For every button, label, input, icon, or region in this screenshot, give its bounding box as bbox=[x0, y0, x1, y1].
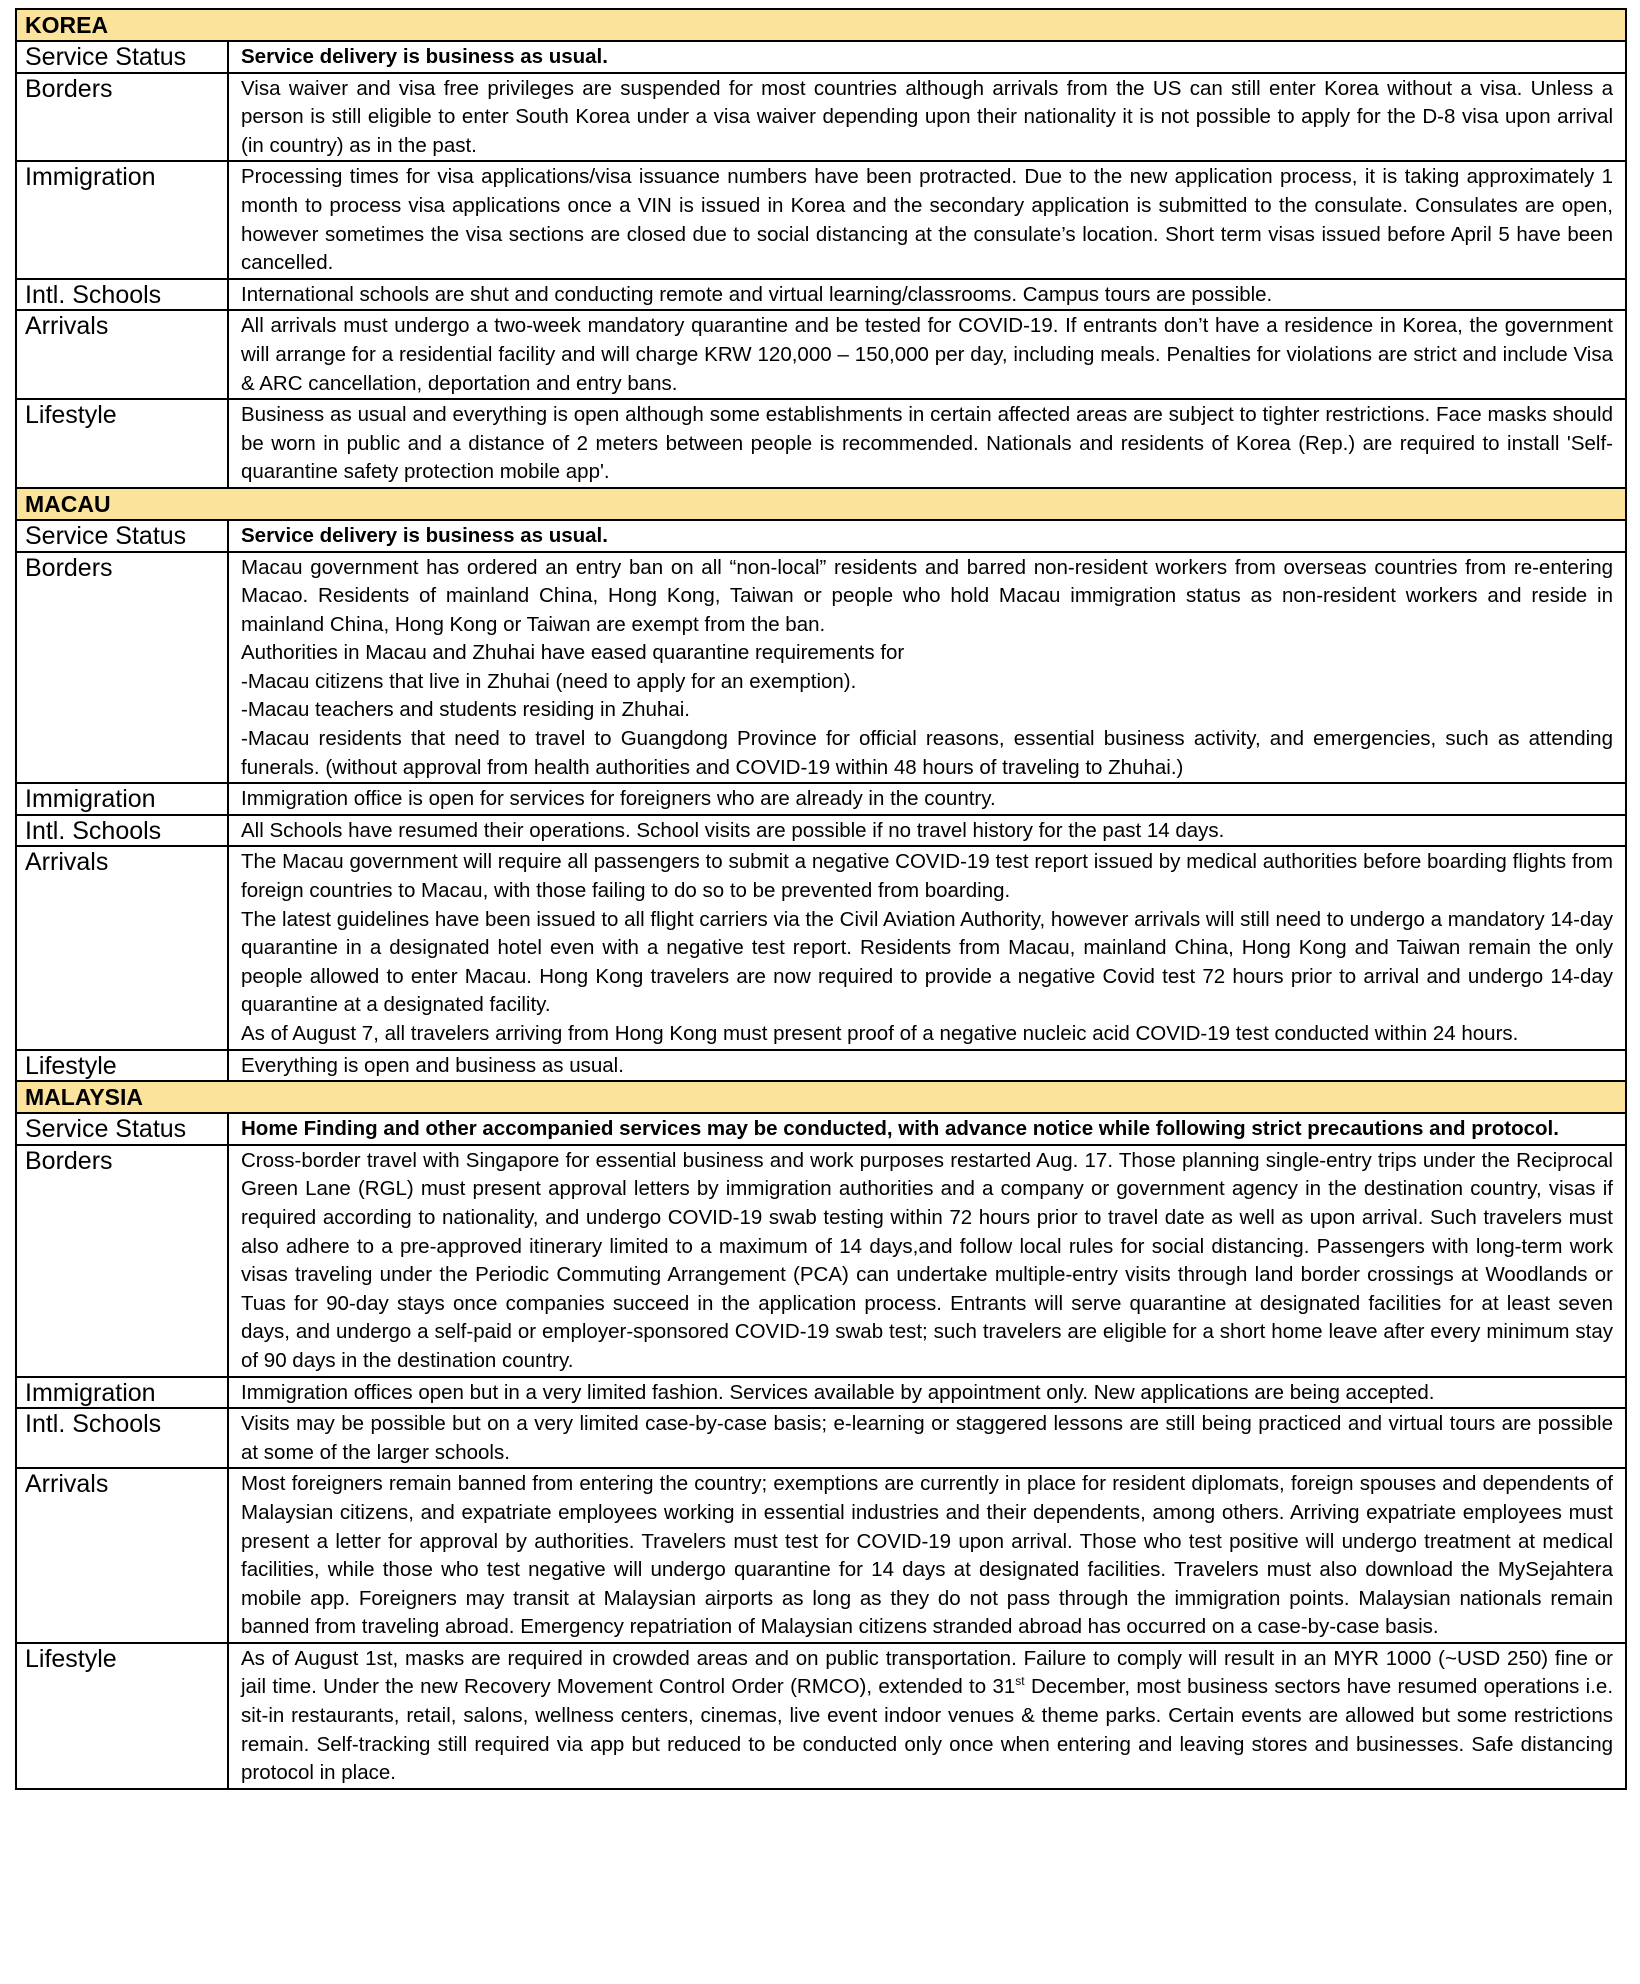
row-label: Service Status bbox=[16, 520, 228, 552]
row-text bbox=[228, 1050, 1626, 1082]
row-text bbox=[228, 1408, 1626, 1468]
row-label: Immigration bbox=[16, 783, 228, 815]
row-label: Arrivals bbox=[16, 846, 228, 1049]
row-text bbox=[228, 1113, 1626, 1145]
table-row bbox=[16, 1145, 1626, 1377]
row-label: Lifestyle bbox=[16, 399, 228, 488]
paragraph: Most foreigners remain banned from entering the country; exemptions are currently in place for resident diplomats, foreign spouses and dependents of Malaysian citizens, and expatriate employees working in essential industries and their dependents, among others. Arriving expatriate employees must present a letter for approval by authorities. Travelers must test for COVID-19 upon arrival. Those who test positive will undergo treatment at medical facilities, while those who test negative will undergo quarantine for 14 days at designated facilities. Travelers must also download the MySejahtera mobile app. Foreigners may transit at Malaysian airports as long as they do not pass through the immigration points. Malaysian nationals remain banned from traveling abroad. Emergency repatriation of Malaysian citizens stranded abroad has occurred on a case-by-case basis. bbox=[241, 1472, 1613, 1639]
paragraph: Visa waiver and visa free privileges are suspended for most countries although arrivals from the US can still enter Korea without a visa. Unless a person is still eligible to enter South Korea under a visa waiver depending upon their nationality it is not possible to apply for the D-8 visa upon arrival (in country) as in the past. bbox=[241, 76, 1613, 157]
paragraph: -Macau citizens that live in Zhuhai (need to apply for an exemption). bbox=[241, 669, 857, 693]
row-text bbox=[228, 161, 1626, 278]
paragraph-text-end: December, most business sectors have resumed operations i.e. sit-in restaurants, retail, salons, wellness centers, cinemas, live event indoor venues & theme parks. Certain events are allowed but some restrictions remain. Self-tracking still required via app but reduced to be conducted only once when entering and leaving stores and businesses. Safe distancing protocol in place. bbox=[241, 1675, 1614, 1785]
table-row bbox=[16, 552, 1626, 784]
row-text bbox=[228, 520, 1626, 552]
paragraph: All Schools have resumed their operations. School visits are possible if no travel history for the past 14 days. bbox=[241, 818, 1225, 842]
row-text bbox=[228, 1643, 1626, 1789]
country-header-row bbox=[16, 1081, 1626, 1113]
table-row bbox=[16, 161, 1626, 278]
country-heading: KOREA bbox=[16, 9, 1626, 41]
row-text bbox=[228, 1145, 1626, 1377]
paragraph: Service delivery is business as usual. bbox=[241, 45, 608, 68]
table-row bbox=[16, 1113, 1626, 1145]
paragraph: All arrivals must undergo a two-week mandatory quarantine and be tested for COVID-19. If entrants don’t have a residence in Korea, the government will arrange for a residential facility and will charge KRW 120,000 – 150,000 per day, including meals. Penalties for violations are strict and include Visa & ARC cancellation, deportation and entry bans. bbox=[241, 314, 1613, 395]
paragraph: The Macau government will require all passengers to submit a negative COVID-19 test report issued by medical authorities before boarding flights from foreign countries to Macau, with those failing to do so to be prevented from boarding. bbox=[241, 850, 1613, 903]
table-row bbox=[16, 399, 1626, 488]
table-row bbox=[16, 1408, 1626, 1468]
paragraph: Service delivery is business as usual. bbox=[241, 523, 608, 547]
paragraph: Immigration office is open for services for foreigners who are already in the country. bbox=[241, 787, 996, 811]
table-row bbox=[16, 279, 1626, 311]
paragraph: The latest guidelines have been issued to all flight carriers via the Civil Aviation Authority, however arrivals will still need to undergo a mandatory 14-day quarantine in a designated hotel even with a negative test report. Residents from Macau, mainland China, Hong Kong and Taiwan remain the only people allowed to enter Macau. Hong Kong travelers are now required to provide a negative Covid test 72 hours prior to arrival and undergo 14-day quarantine at a designated facility. bbox=[241, 907, 1613, 1017]
country-header-row bbox=[16, 488, 1626, 520]
row-text bbox=[228, 73, 1626, 162]
table-row bbox=[16, 310, 1626, 399]
country-heading: MACAU bbox=[16, 488, 1626, 520]
row-label: Lifestyle bbox=[16, 1050, 228, 1082]
row-text bbox=[228, 815, 1626, 847]
paragraph: International schools are shut and conducting remote and virtual learning/classrooms. Campus tours are possible. bbox=[241, 282, 1273, 306]
paragraph: As of August 7, all travelers arriving from Hong Kong must present proof of a negative nucleic acid COVID-19 test conducted within 24 hours. bbox=[241, 1022, 1519, 1045]
paragraph: -Macau teachers and students residing in Zhuhai. bbox=[241, 698, 690, 722]
row-text bbox=[228, 279, 1626, 311]
row-label: Service Status bbox=[16, 41, 228, 73]
row-label: Intl. Schools bbox=[16, 279, 228, 311]
table-row bbox=[16, 815, 1626, 847]
table-row bbox=[16, 1643, 1626, 1789]
table-row bbox=[16, 846, 1626, 1049]
table-row bbox=[16, 1468, 1626, 1643]
row-label: Lifestyle bbox=[16, 1643, 228, 1789]
row-text bbox=[228, 1468, 1626, 1643]
row-text bbox=[228, 399, 1626, 488]
table-row bbox=[16, 1377, 1626, 1409]
table-body bbox=[16, 9, 1626, 1789]
row-text bbox=[228, 41, 1626, 73]
row-text bbox=[228, 310, 1626, 399]
country-status-document bbox=[15, 8, 1625, 1790]
paragraph: Authorities in Macau and Zhuhai have eased quarantine requirements for bbox=[241, 641, 905, 665]
row-label: Arrivals bbox=[16, 310, 228, 399]
table-row bbox=[16, 520, 1626, 552]
paragraph: Macau government has ordered an entry ban on all “non-local” residents and barred non-resident workers from overseas countries from re-entering Macao. Residents of mainland China, Hong Kong, Taiwan or people who hold Macau immigration status as non-resident workers and reside in mainland China, Hong Kong or Taiwan are exempt from the ban. bbox=[241, 555, 1613, 636]
paragraph: Home Finding and other accompanied services may be conducted, with advance notice while following strict precautions and protocol. bbox=[241, 1117, 1559, 1141]
row-text bbox=[228, 552, 1626, 784]
row-text bbox=[228, 846, 1626, 1049]
country-status-table bbox=[15, 8, 1627, 1790]
paragraph: Immigration offices open but in a very limited fashion. Services available by appointment only. New applications are being accepted. bbox=[241, 1380, 1435, 1404]
paragraph-text-start: As of August 1st, masks are required in crowded areas and on public transportation. Failure to comply will result in an MYR 1000 (~USD 250) fine or jail time. Under the new Recovery Movement Control Order (RMCO), extended to 31 bbox=[241, 1646, 1613, 1699]
row-label: Immigration bbox=[16, 161, 228, 278]
row-label: Service Status bbox=[16, 1113, 228, 1145]
table-row bbox=[16, 783, 1626, 815]
country-header-row bbox=[16, 9, 1626, 41]
row-label: Intl. Schools bbox=[16, 1408, 228, 1468]
ordinal-superscript: st bbox=[1015, 1674, 1025, 1689]
table-row bbox=[16, 1050, 1626, 1082]
row-label: Immigration bbox=[16, 1377, 228, 1409]
paragraph: Everything is open and business as usual. bbox=[241, 1053, 624, 1077]
paragraph: Business as usual and everything is open although some establishments in certain affected areas are subject to tighter restrictions. Face masks should be worn in public and a distance of 2 meters between people is recommended. Nationals and residents of Korea (Rep.) are required to install 'Self-quarantine safety protection mobile app'. bbox=[241, 403, 1613, 484]
row-label: Borders bbox=[16, 552, 228, 784]
row-label: Borders bbox=[16, 1145, 228, 1377]
table-row bbox=[16, 41, 1626, 73]
paragraph: -Macau residents that need to travel to Guangdong Province for official reasons, essential business activity, and emergencies, such as attending funerals. (without approval from health authorities and COVID-19 within 48 hours of traveling to Zhuhai.) bbox=[241, 727, 1613, 779]
paragraph: Processing times for visa applications/visa issuance numbers have been protracted. Due to the new application process, it is taking approximately 1 month to process visa applications once a VIN is issued in Korea and the secondary application is submitted to the consulate. Consulates are open, however sometimes the visa sections are closed due to social distancing at the consulate’s location. Short term visas issued before April 5 have been cancelled. bbox=[241, 165, 1613, 275]
row-text bbox=[228, 783, 1626, 815]
paragraph: Cross-border travel with Singapore for essential business and work purposes restarted Aug. 17. Those planning single-entry trips under the Reciprocal Green Lane (RGL) must present approval letters by immigration authorities and a company or government agency in the destination country, visas if required according to nationality, and undergo COVID-19 swab testing within 72 hours prior to travel date as well as upon arrival. Such travelers must also adhere to a pre-approved itinerary limited to a maximum of 14 days,and follow local rules for social distancing. Passengers with long-term work visas traveling under the Periodic Commuting Arrangement (PCA) can undertake multiple-entry visits through land border crossings at Woodlands or Tuas for 90-day stays once companies succeed in the application process. Entrants will serve quarantine at designated facilities for at least seven days, and undergo a self-paid or employer-sponsored COVID-19 swab test; such travelers are eligible for a short home leave after every minimum stay of 90 days in the destination country. bbox=[241, 1148, 1613, 1372]
row-label: Borders bbox=[16, 73, 228, 162]
country-heading: MALAYSIA bbox=[16, 1081, 1626, 1113]
row-text bbox=[228, 1377, 1626, 1409]
paragraph bbox=[241, 1645, 1613, 1788]
table-row bbox=[16, 73, 1626, 162]
row-label: Intl. Schools bbox=[16, 815, 228, 847]
paragraph: Visits may be possible but on a very limited case-by-case basis; e-learning or staggered lessons are still being practiced and virtual tours are possible at some of the larger schools. bbox=[241, 1412, 1613, 1464]
row-label: Arrivals bbox=[16, 1468, 228, 1643]
